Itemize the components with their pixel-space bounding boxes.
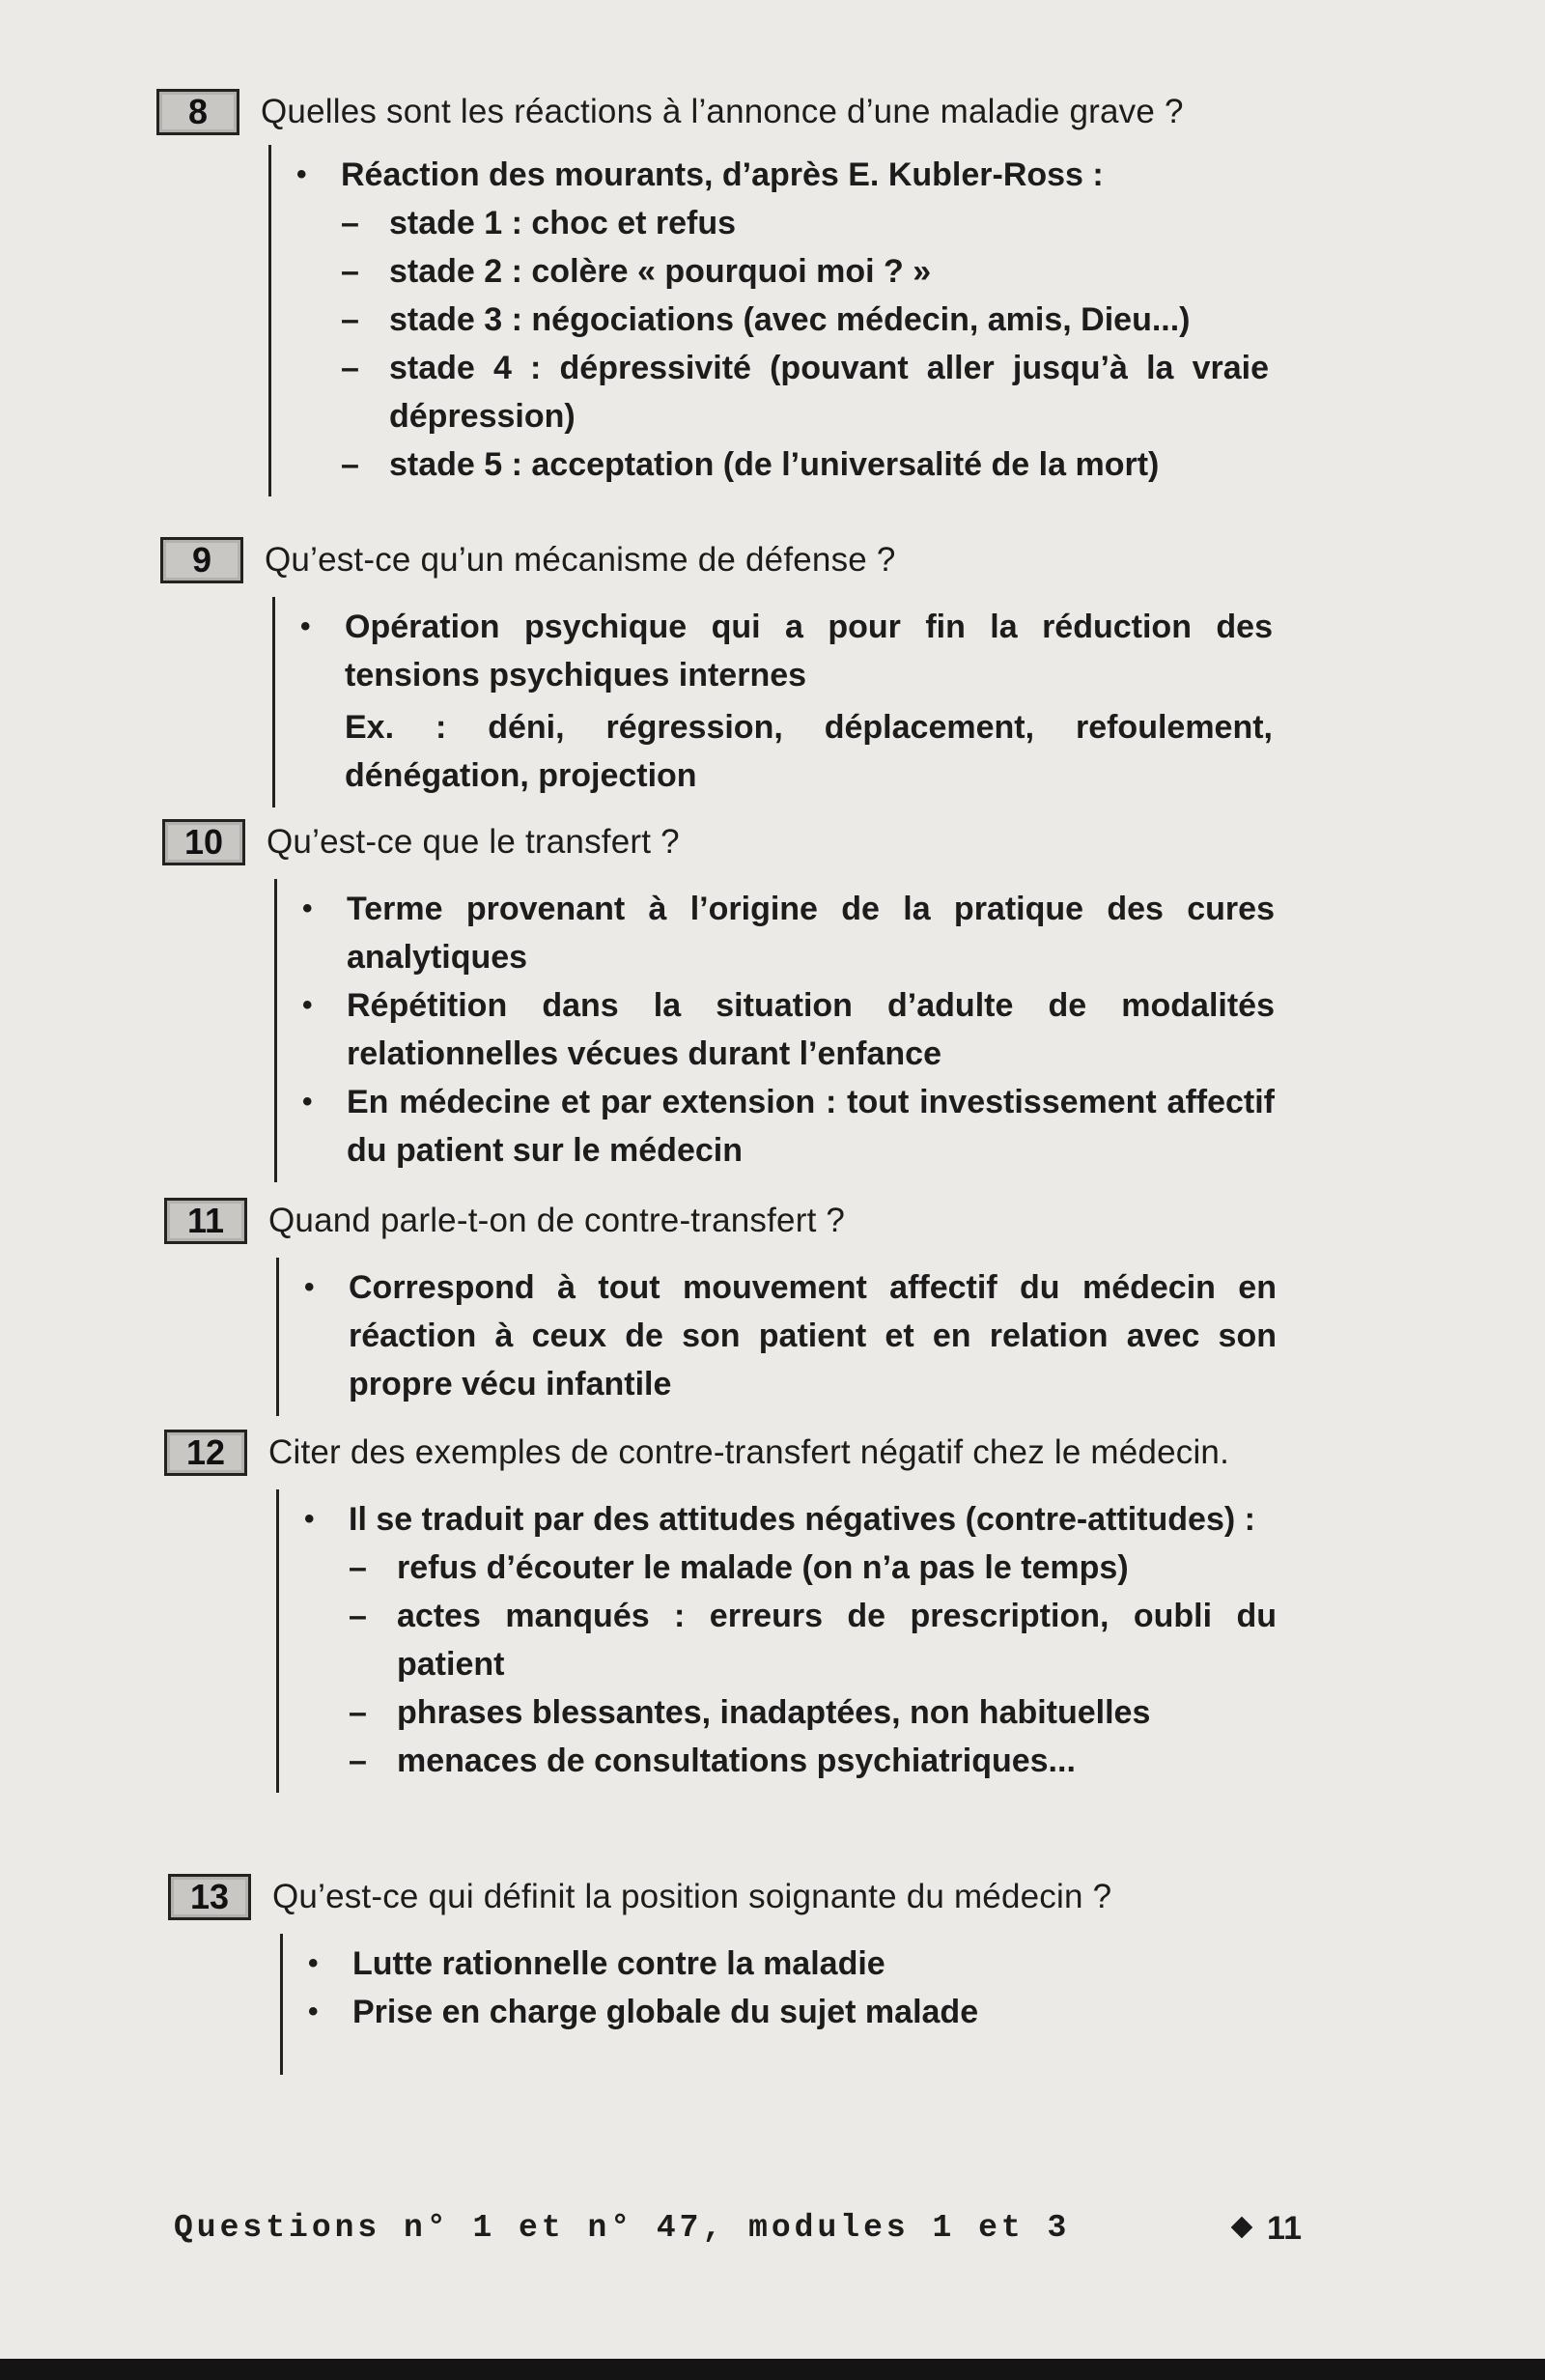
answer-bullet: • Réaction des mourants, d’après E. Kubler-Ross : [296,151,1269,199]
page-number: 11 [1267,2210,1302,2247]
question-number-badge: 8 [156,89,239,135]
scan-edge [0,2359,1545,2380]
bullet-icon: • [304,1503,315,1535]
answer-bullet: • Terme provenant à l’origine de la pratique des cures analytiques [302,885,1275,981]
question-text: Quand parle-t-on de contre-transfert ? [268,1202,846,1239]
answer-dash-item: – stade 4 : dépressivité (pouvant aller jusqu’à la vraie dépression) [341,344,1269,440]
answer-dash-item: – stade 3 : négociations (avec médecin, amis, Dieu...) [341,296,1269,344]
dash-icon: – [349,1694,367,1731]
dash-icon: – [349,1598,367,1634]
bullet-icon: • [304,1271,315,1303]
answer-example: Ex. : déni, régression, déplacement, refoulement, dénégation, projection [345,709,1273,794]
answer-block [280,1934,1280,2075]
answer-block [274,879,1275,1182]
answer-bullet: • Opération psychique qui a pour fin la réduction des tensions psychiques internes [300,603,1273,699]
page-footer [174,2210,1313,2258]
answer-dash-item: – stade 2 : colère « pourquoi moi ? » [341,247,1269,296]
question-number-badge: 11 [164,1198,247,1244]
question-12 [164,1430,1323,1793]
dash-icon: – [341,301,359,338]
question-number-badge: 10 [162,819,245,865]
question-9 [160,537,1319,808]
answer-dash-item: – stade 1 : choc et refus [341,199,1269,247]
dash-icon: – [349,1549,367,1586]
answer-bullet: • En médecine et par extension : tout investissement affectif du patient sur le médecin [302,1078,1275,1175]
question-text: Qu’est-ce que le transfert ? [267,823,680,861]
dash-icon: – [341,205,359,241]
question-13 [168,1874,1327,2075]
answer-dash-item: – menaces de consultations psychiatriques... [349,1737,1277,1785]
question-number-badge: 12 [164,1430,247,1476]
dash-icon: – [349,1742,367,1779]
answer-bullet: • Correspond à tout mouvement affectif du médecin en réaction à ceux de son patient et en relation avec son propre vécu infantile [304,1263,1277,1408]
bullet-icon: • [308,1947,319,1979]
answer-bullet: • Il se traduit par des attitudes négatives (contre-attitudes) : [304,1495,1277,1544]
answer-bullet: • Répétition dans la situation d’adulte de modalités relationnelles vécues durant l’enfance [302,981,1275,1078]
answer-bullet: • Lutte rationnelle contre la maladie [308,1940,1280,1988]
question-text: Qu’est-ce qui définit la position soignante du médecin ? [272,1878,1112,1915]
dash-icon: – [341,446,359,483]
question-text: Citer des exemples de contre-transfert négatif chez le médecin. [268,1433,1230,1471]
dash-icon: – [341,350,359,386]
bullet-icon: • [302,1086,313,1118]
question-number-badge: 9 [160,537,243,583]
answer-block [268,145,1269,496]
answer-block [272,597,1273,808]
footer-reference: Questions n° 1 et n° 47, modules 1 et 3 [174,2210,1071,2246]
answer-dash-item: – stade 5 : acceptation (de l’universalité de la mort) [341,440,1269,489]
diamond-icon [1231,2217,1253,2239]
question-number-badge: 13 [168,1874,251,1920]
question-text: Qu’est-ce qu’un mécanisme de défense ? [265,541,896,579]
answer-dash-item: – phrases blessantes, inadaptées, non habituelles [349,1688,1277,1737]
bullet-icon: • [300,610,311,642]
question-11 [164,1198,1323,1416]
answer-block [276,1258,1277,1416]
bullet-icon: • [302,892,313,924]
bullet-icon: • [308,1996,319,2027]
bullet-icon: • [296,158,307,190]
question-10 [162,819,1321,1182]
answer-dash-item: – refus d’écouter le malade (on n’a pas le temps) [349,1544,1277,1592]
question-text: Quelles sont les réactions à l’annonce d’une maladie grave ? [261,93,1184,130]
dash-icon: – [341,253,359,290]
answer-block [276,1489,1277,1793]
question-8 [156,89,1315,496]
bullet-icon: • [302,989,313,1021]
answer-dash-item: – actes manqués : erreurs de prescription, oubli du patient [349,1592,1277,1688]
answer-bullet: • Prise en charge globale du sujet malade [308,1988,1280,2036]
